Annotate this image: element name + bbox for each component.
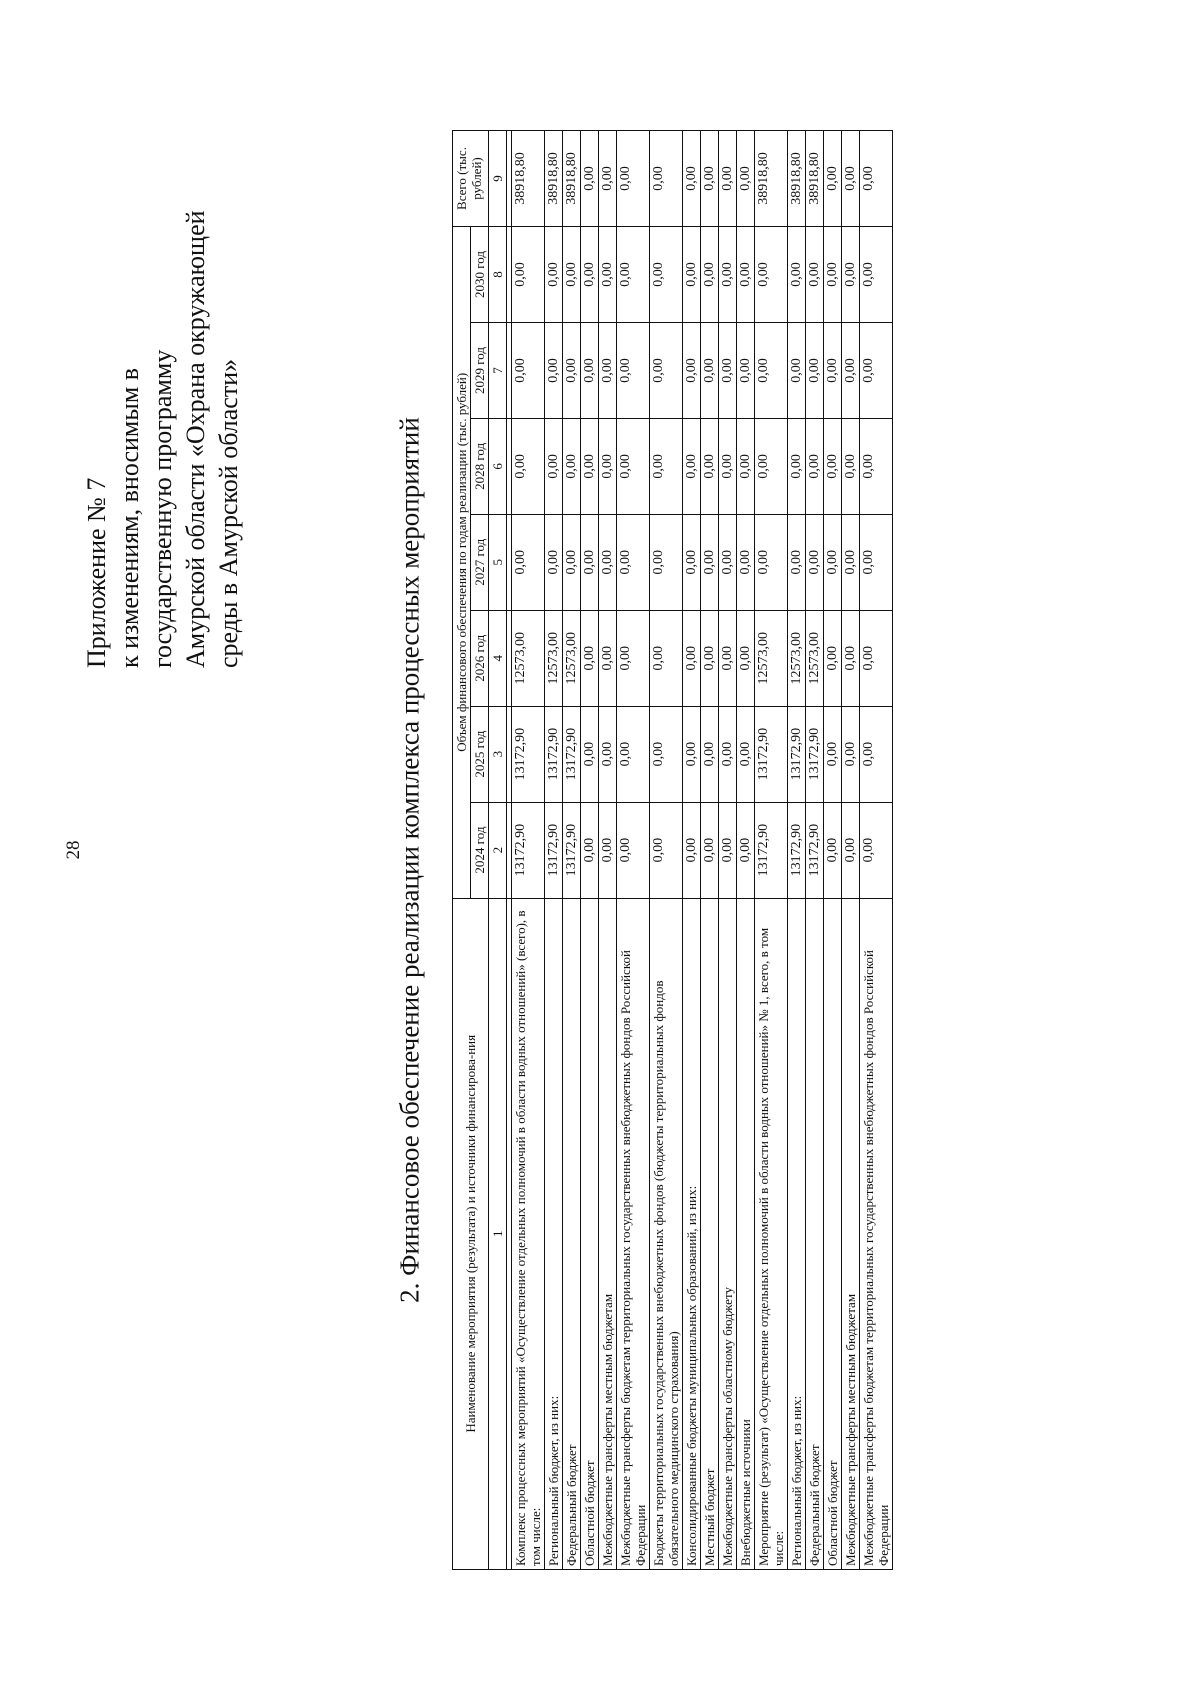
row-value: 13172,90	[545, 706, 563, 802]
row-value: 0,00	[650, 802, 683, 898]
row-value: 38918,80	[545, 131, 563, 227]
table-row	[737, 131, 755, 1570]
row-value: 0,00	[860, 226, 893, 322]
row-name: Межбюджетные трансферты бюджетам территориальных государственных внебюджетных фондов Российской Федерации	[860, 898, 893, 1569]
row-value: 0,00	[545, 322, 563, 418]
row-value: 0,00	[683, 802, 701, 898]
row-value: 0,00	[806, 322, 824, 418]
row-value: 0,00	[719, 514, 737, 610]
row-value: 13172,90	[788, 802, 806, 898]
row-value: 0,00	[701, 610, 719, 706]
row-name: Федеральный бюджет	[806, 898, 824, 1569]
row-value: 0,00	[563, 226, 581, 322]
row-name: Внебюджетные источники	[737, 898, 755, 1569]
header-year: 2025 год	[471, 706, 489, 802]
row-value: 13172,90	[755, 706, 788, 802]
row-value: 12573,00	[788, 610, 806, 706]
header-col-number: 8	[489, 226, 507, 322]
header-group: Объем финансового обеспечения по годам реализации (тыс. рублей)	[453, 226, 471, 898]
row-value: 0,00	[650, 418, 683, 514]
table-row	[755, 131, 788, 1570]
row-value: 0,00	[806, 226, 824, 322]
row-value: 0,00	[599, 322, 617, 418]
row-value: 0,00	[545, 514, 563, 610]
table-row	[599, 131, 617, 1570]
row-value: 0,00	[683, 514, 701, 610]
row-value: 0,00	[860, 802, 893, 898]
row-value: 0,00	[842, 322, 860, 418]
header-row	[453, 131, 471, 1570]
row-value: 0,00	[719, 226, 737, 322]
row-name: Областной бюджет	[824, 898, 842, 1569]
document-title: 2. Финансовое обеспечение реализации комплекса процессных мероприятий	[394, 417, 425, 1303]
header-col-number: 3	[489, 706, 507, 802]
row-value: 0,00	[824, 610, 842, 706]
table-row	[512, 131, 545, 1570]
row-value: 0,00	[563, 514, 581, 610]
row-value: 0,00	[842, 706, 860, 802]
row-name: Областной бюджет	[581, 898, 599, 1569]
row-value: 0,00	[701, 131, 719, 227]
row-value: 0,00	[824, 802, 842, 898]
row-value: 0,00	[581, 322, 599, 418]
row-value: 0,00	[599, 226, 617, 322]
row-value: 13172,90	[512, 706, 545, 802]
row-value: 13172,90	[563, 802, 581, 898]
table-row	[701, 131, 719, 1570]
row-value: 0,00	[683, 131, 701, 227]
header-total: Всего (тыс. рублей)	[453, 131, 489, 227]
row-value: 0,00	[701, 226, 719, 322]
table-row	[683, 131, 701, 1570]
row-value: 0,00	[617, 514, 650, 610]
row-value: 12573,00	[563, 610, 581, 706]
row-value: 0,00	[737, 514, 755, 610]
row-value: 0,00	[842, 226, 860, 322]
row-name: Межбюджетные трансферты местным бюджетам	[599, 898, 617, 1569]
row-value: 0,00	[806, 418, 824, 514]
row-value: 13172,90	[512, 802, 545, 898]
table-row	[581, 131, 599, 1570]
row-value: 0,00	[545, 226, 563, 322]
header-year: 2026 год	[471, 610, 489, 706]
financing-table	[452, 130, 1092, 1570]
row-value: 0,00	[737, 610, 755, 706]
table-row	[545, 131, 563, 1570]
row-value: 0,00	[599, 131, 617, 227]
row-value: 0,00	[617, 131, 650, 227]
row-value: 0,00	[599, 802, 617, 898]
row-value: 0,00	[824, 226, 842, 322]
appendix-line: государственную программу	[148, 349, 177, 668]
header-year: 2024 год	[471, 802, 489, 898]
row-value: 0,00	[737, 706, 755, 802]
header-col-number: 1	[489, 898, 507, 1569]
row-value: 12573,00	[545, 610, 563, 706]
appendix-line: к изменениям, вносимым в	[115, 367, 144, 668]
row-value: 12573,00	[755, 610, 788, 706]
row-value: 0,00	[719, 322, 737, 418]
row-value: 0,00	[755, 514, 788, 610]
header-numbers-row	[489, 131, 507, 1570]
appendix-line: среды в Амурской области»	[214, 358, 243, 668]
row-value: 38918,80	[788, 131, 806, 227]
row-value: 0,00	[824, 131, 842, 227]
table-row	[806, 131, 824, 1570]
row-value: 12573,00	[512, 610, 545, 706]
row-value: 0,00	[650, 322, 683, 418]
row-value: 0,00	[824, 418, 842, 514]
row-name: Комплекс процессных мероприятий «Осуществление отдельных полномочий в области водных отношений» (всего), в том числе:	[512, 898, 545, 1569]
header-year: 2029 год	[471, 322, 489, 418]
row-value: 0,00	[599, 610, 617, 706]
row-name: Федеральный бюджет	[563, 898, 581, 1569]
row-value: 0,00	[701, 322, 719, 418]
row-value: 0,00	[719, 610, 737, 706]
row-value: 13172,90	[788, 706, 806, 802]
table-row	[719, 131, 737, 1570]
row-value: 0,00	[599, 706, 617, 802]
row-value: 0,00	[860, 322, 893, 418]
row-value: 0,00	[842, 610, 860, 706]
row-value: 0,00	[755, 322, 788, 418]
row-value: 12573,00	[806, 610, 824, 706]
header-year: 2027 год	[471, 514, 489, 610]
row-value: 0,00	[824, 706, 842, 802]
row-name: Бюджеты территориальных государственных внебюджетных фондов (бюджеты территориальных фондов обязательного медицинского страхования)	[650, 898, 683, 1569]
table-row	[650, 131, 683, 1570]
row-value: 0,00	[788, 322, 806, 418]
table-row	[563, 131, 581, 1570]
row-value: 0,00	[563, 418, 581, 514]
row-value: 0,00	[701, 802, 719, 898]
row-value: 0,00	[581, 514, 599, 610]
header-year: 2028 год	[471, 418, 489, 514]
row-value: 0,00	[683, 418, 701, 514]
row-value: 0,00	[650, 610, 683, 706]
row-value: 0,00	[512, 322, 545, 418]
header-col-number: 9	[489, 131, 507, 227]
row-value: 0,00	[737, 802, 755, 898]
row-name: Региональный бюджет, из них:	[545, 898, 563, 1569]
row-value: 0,00	[581, 610, 599, 706]
row-value: 0,00	[581, 706, 599, 802]
row-value: 0,00	[512, 226, 545, 322]
appendix-line: Приложение № 7	[82, 477, 111, 668]
row-value: 0,00	[842, 418, 860, 514]
row-value: 0,00	[755, 226, 788, 322]
row-value: 0,00	[617, 226, 650, 322]
row-value: 0,00	[860, 514, 893, 610]
row-value: 0,00	[719, 706, 737, 802]
row-value: 13172,90	[806, 706, 824, 802]
header-col-number: 7	[489, 322, 507, 418]
appendix-header	[80, 188, 245, 668]
row-name: Консолидированные бюджеты муниципальных образований, из них:	[683, 898, 701, 1569]
table-row	[617, 131, 650, 1570]
row-name: Мероприятие (результат) «Осуществление отдельных полномочий в области водных отношений» № 1, всего, в том числе:	[755, 898, 788, 1569]
row-value: 38918,80	[755, 131, 788, 227]
row-value: 0,00	[650, 131, 683, 227]
row-value: 0,00	[737, 322, 755, 418]
row-value: 0,00	[581, 226, 599, 322]
row-value: 0,00	[824, 514, 842, 610]
row-value: 0,00	[788, 514, 806, 610]
header-col-number: 4	[489, 610, 507, 706]
row-value: 0,00	[824, 322, 842, 418]
header-col-number: 6	[489, 418, 507, 514]
row-value: 0,00	[701, 514, 719, 610]
appendix-line: Амурской области «Охрана окружающей	[181, 210, 210, 668]
row-value: 0,00	[719, 802, 737, 898]
row-value: 0,00	[581, 802, 599, 898]
row-value: 0,00	[683, 322, 701, 418]
row-value: 0,00	[701, 418, 719, 514]
row-name: Местный бюджет	[701, 898, 719, 1569]
row-value: 0,00	[719, 131, 737, 227]
header-col-number: 2	[489, 802, 507, 898]
row-value: 0,00	[788, 226, 806, 322]
row-value: 0,00	[650, 514, 683, 610]
row-value: 0,00	[683, 610, 701, 706]
table-row	[860, 131, 893, 1570]
row-value: 0,00	[719, 418, 737, 514]
row-value: 0,00	[617, 610, 650, 706]
row-value: 0,00	[860, 418, 893, 514]
row-value: 0,00	[581, 418, 599, 514]
row-value: 0,00	[755, 418, 788, 514]
row-value: 0,00	[650, 706, 683, 802]
row-value: 38918,80	[806, 131, 824, 227]
row-value: 0,00	[599, 418, 617, 514]
table-row	[824, 131, 842, 1570]
row-value: 0,00	[806, 514, 824, 610]
row-value: 13172,90	[563, 706, 581, 802]
row-value: 0,00	[617, 706, 650, 802]
row-value: 13172,90	[755, 802, 788, 898]
header-year: 2030 год	[471, 226, 489, 322]
header-name: Наименование мероприятия (результата) и источники финансирова-ния	[453, 898, 489, 1569]
row-value: 13172,90	[545, 802, 563, 898]
row-value: 0,00	[701, 706, 719, 802]
page-number: 28	[63, 840, 84, 860]
row-value: 0,00	[683, 226, 701, 322]
row-value: 0,00	[860, 610, 893, 706]
row-value: 0,00	[512, 514, 545, 610]
row-name: Межбюджетные трансферты бюджетам территориальных государственных внебюджетных фондов Российской Федерации	[617, 898, 650, 1569]
row-value: 0,00	[737, 131, 755, 227]
table-row	[842, 131, 860, 1570]
row-value: 0,00	[737, 226, 755, 322]
row-value: 0,00	[563, 322, 581, 418]
row-value: 0,00	[599, 514, 617, 610]
row-value: 0,00	[860, 131, 893, 227]
row-value: 0,00	[617, 418, 650, 514]
row-name: Региональный бюджет, из них:	[788, 898, 806, 1569]
row-value: 13172,90	[806, 802, 824, 898]
row-value: 0,00	[650, 226, 683, 322]
row-value: 0,00	[842, 131, 860, 227]
header-col-number: 5	[489, 514, 507, 610]
row-value: 38918,80	[512, 131, 545, 227]
row-value: 0,00	[842, 802, 860, 898]
row-name: Межбюджетные трансферты местным бюджетам	[842, 898, 860, 1569]
row-value: 0,00	[860, 706, 893, 802]
row-value: 0,00	[737, 418, 755, 514]
row-value: 0,00	[683, 706, 701, 802]
table-row	[788, 131, 806, 1570]
row-value: 0,00	[842, 514, 860, 610]
row-value: 0,00	[581, 131, 599, 227]
row-value: 0,00	[788, 418, 806, 514]
row-value: 0,00	[512, 418, 545, 514]
row-name: Межбюджетные трансферты областному бюджету	[719, 898, 737, 1569]
row-value: 0,00	[617, 802, 650, 898]
row-value: 0,00	[617, 322, 650, 418]
row-value: 0,00	[545, 418, 563, 514]
row-value: 38918,80	[563, 131, 581, 227]
